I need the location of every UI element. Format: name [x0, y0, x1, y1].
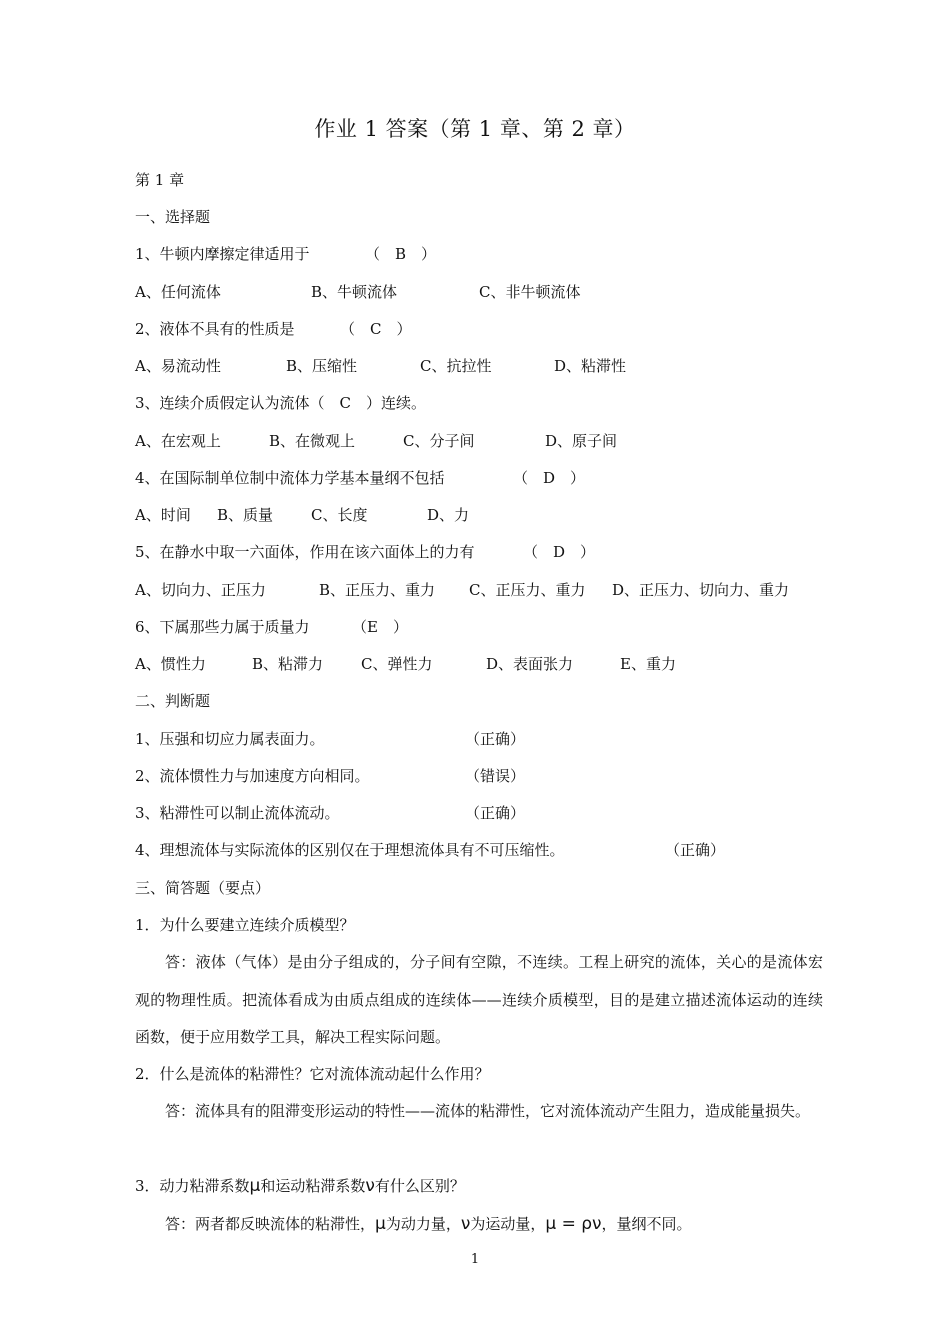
- short-answer-3: [165, 1212, 692, 1236]
- question-answer: （ D ）: [513, 469, 586, 487]
- option: E、重力: [620, 655, 676, 673]
- section-heading-choice: 一、选择题: [135, 208, 211, 226]
- short-answer-2: 答：流体具有的阻滞变形运动的特性——流体的粘滞性，它对流体流动产生阻力，造成能量损失。: [165, 1102, 811, 1120]
- option: A、任何流体: [135, 283, 221, 301]
- option: B、在微观上: [269, 432, 356, 450]
- option: C、分子间: [403, 432, 475, 450]
- option: B、正压力、重力: [319, 581, 436, 599]
- section-heading-short: 三、简答题（要点）: [135, 879, 271, 897]
- option: A、切向力、正压力: [135, 581, 266, 599]
- answer-text: 为动力量，: [385, 1215, 461, 1233]
- nu-symbol: ν: [365, 1176, 375, 1196]
- short-answer-1: 答：液体（气体）是由分子组成的，分子间有空隙，不连续。工程上研究的流体，关心的是流体宏观的物理性质。把流体看成为由质点组成的连续体——连续介质模型，目的是建立描述流体运动的连续函数，便于应用数学工具，解决工程实际问题。: [135, 953, 823, 1046]
- chapter-heading: 第 1 章: [135, 171, 185, 189]
- question-answer: （正确）: [665, 841, 726, 859]
- question-text: 1、压强和切应力属表面力。: [135, 730, 325, 748]
- option: C、弹性力: [361, 655, 433, 673]
- question-text: 4、理想流体与实际流体的区别仅在于理想流体具有不可压缩性。: [135, 841, 565, 859]
- question-answer: （ C ）: [340, 320, 412, 338]
- option: D、正压力、切向力、重力: [612, 581, 790, 599]
- question-text: 2、液体不具有的性质是: [135, 320, 295, 338]
- question-text: 有什么区别？: [374, 1177, 465, 1195]
- question-text: 4、在国际制单位制中流体力学基本量纲不包括: [135, 469, 445, 487]
- section-heading-judge: 二、判断题: [135, 692, 211, 710]
- short-question-1: 1．为什么要建立连续介质模型？: [135, 916, 355, 934]
- question-text: 3、连续介质假定认为流体（ C ）连续。: [135, 394, 427, 412]
- option: B、牛顿流体: [311, 283, 398, 301]
- option: C、非牛顿流体: [479, 283, 581, 301]
- short-question-2: 2．什么是流体的粘滞性？它对流体流动起什么作用？: [135, 1065, 490, 1083]
- nu-symbol: ν: [460, 1214, 471, 1234]
- question-answer: （正确）: [465, 730, 526, 748]
- option: A、时间: [135, 506, 191, 524]
- option: A、在宏观上: [135, 432, 221, 450]
- question-answer: （错误）: [465, 767, 526, 785]
- option: B、质量: [217, 506, 274, 524]
- question-text: 3、粘滞性可以制止流体流动。: [135, 804, 340, 822]
- option: C、长度: [311, 506, 368, 524]
- question-answer: （正确）: [465, 804, 526, 822]
- formula: μ = ρν: [545, 1214, 602, 1234]
- answer-text: ，量纲不同。: [601, 1215, 692, 1233]
- question-answer: （ B ）: [365, 245, 437, 263]
- answer-text: 答：两者都反映流体的粘滞性，: [165, 1215, 376, 1233]
- option: A、易流动性: [135, 357, 221, 375]
- question-text: 6、下属那些力属于质量力: [135, 618, 310, 636]
- option: D、粘滞性: [554, 357, 627, 375]
- option: B、粘滞力: [252, 655, 324, 673]
- answer-text: 为运动量，: [470, 1215, 546, 1233]
- question-text: 2、流体惯性力与加速度方向相同。: [135, 767, 370, 785]
- short-question-3: [135, 1174, 465, 1198]
- question-answer: （E ）: [352, 618, 408, 636]
- option: C、抗拉性: [420, 357, 492, 375]
- option: D、力: [427, 506, 470, 524]
- option: D、原子间: [545, 432, 618, 450]
- option: A、惯性力: [135, 655, 206, 673]
- option: B、压缩性: [286, 357, 358, 375]
- question-text: 和运动粘滞系数: [260, 1177, 366, 1195]
- question-answer: （ D ）: [523, 543, 596, 561]
- page-number: 1: [470, 1252, 480, 1267]
- question-text: 3．动力粘滞系数: [135, 1177, 250, 1195]
- page-title: 作业 1 答案（第 1 章、第 2 章）: [314, 117, 636, 141]
- mu-symbol: μ: [375, 1214, 386, 1234]
- option: C、正压力、重力: [469, 581, 586, 599]
- option: D、表面张力: [486, 655, 574, 673]
- question-text: 1、牛顿内摩擦定律适用于: [135, 245, 310, 263]
- mu-symbol: μ: [249, 1176, 261, 1196]
- question-text: 5、在静水中取一六面体，作用在该六面体上的力有: [135, 543, 475, 561]
